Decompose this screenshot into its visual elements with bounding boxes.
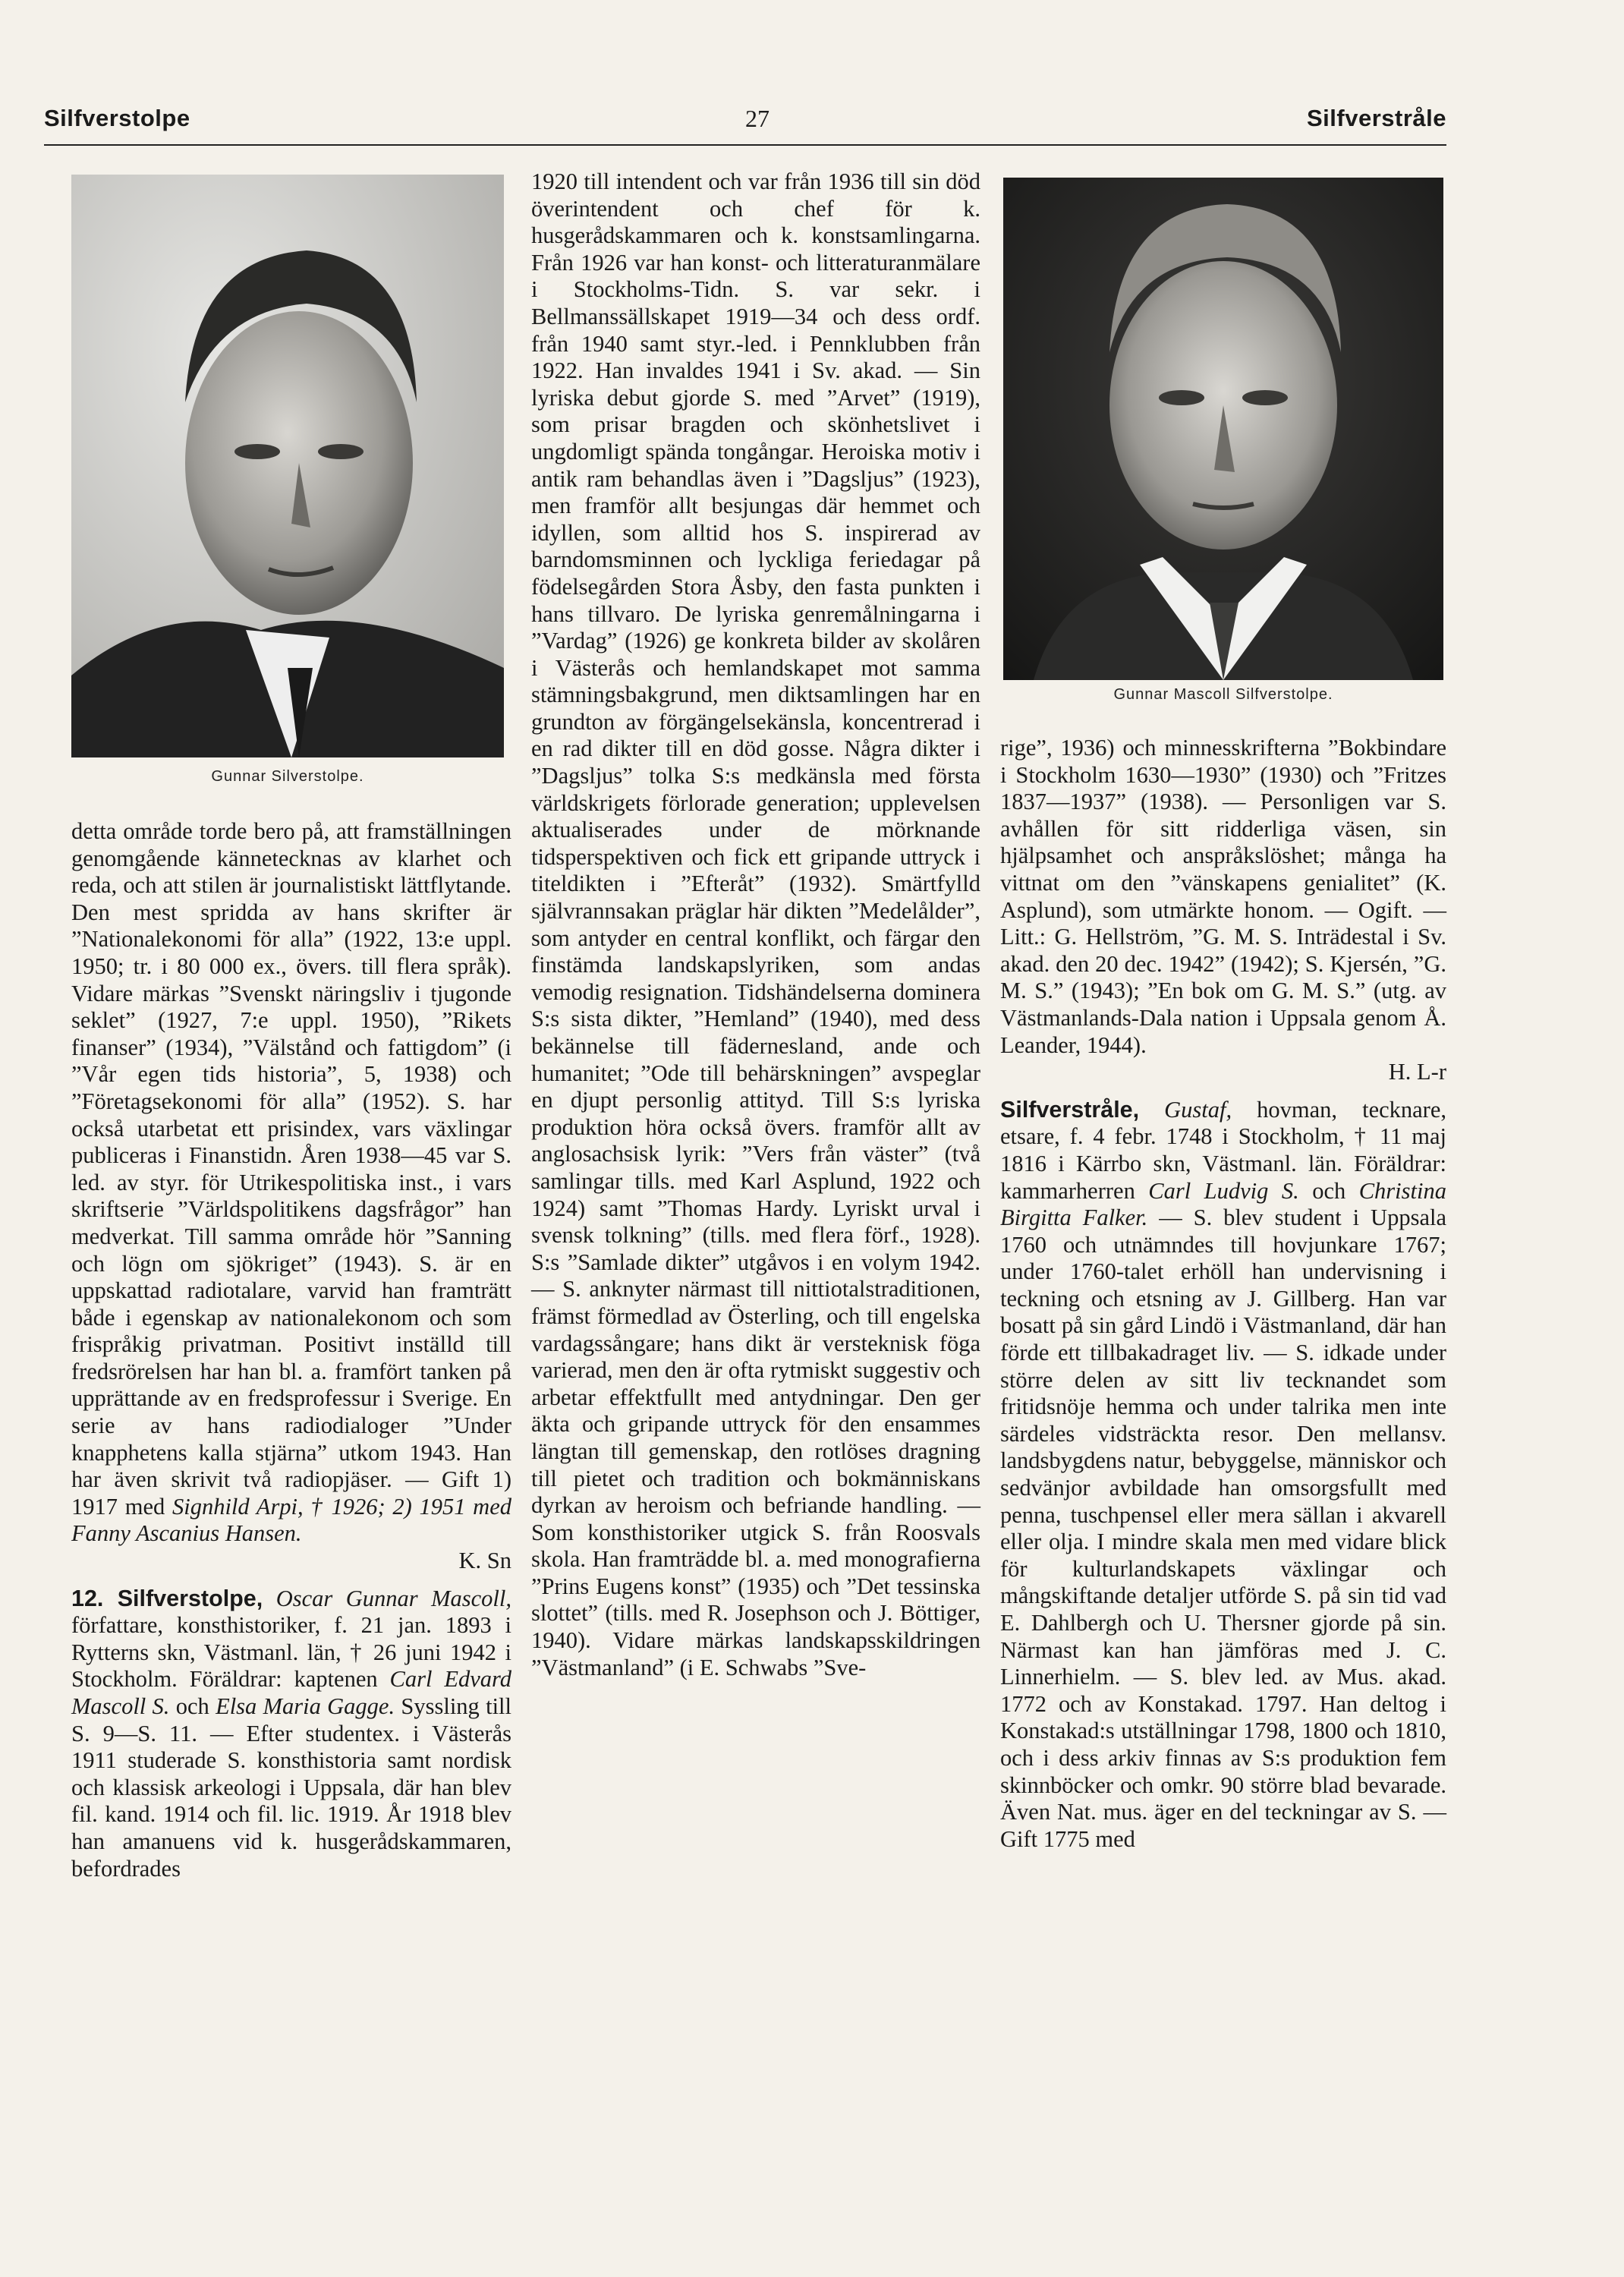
entry-given-names: Gustaf, <box>1164 1096 1232 1123</box>
entry-heading: Silfverstråle, <box>1000 1096 1140 1123</box>
author-signature: H. L-r <box>1388 1059 1446 1085</box>
paragraph <box>71 818 511 1548</box>
text-column-middle <box>531 168 980 1681</box>
text-run: och <box>1298 1177 1359 1204</box>
text-run: Syssling till S. 9—S. 11. — Efter studentex. i Västerås 1911 studerade S. konsthistoria samt nordisk och klassisk arkeologi i Uppsala, där han blev fil. kand. 1914 och fil. lic. 1919. År 1918 blev han amanuens vid k. husgerådskammaren, befordrades <box>71 1693 511 1882</box>
author-signature: K. Sn <box>458 1548 511 1574</box>
text-column-right <box>1000 735 1446 1853</box>
paragraph: rige”, 1936) och minnesskrifterna ”Bokbindare i Stockholm 1630—1930” (1930) och ”Fritzes 1837—1937” (1938). — Personligen var S. avhållen för sitt ridderliga väsen, sin hjälpsamhet och anspråkslöshet; många ha vittnat om den ”vänskapens genialitet” (K. Asplund), som utmärkte honom. — Ogift. — Litt.: G. Hellström, ”G. M. S. Inträdestal i Sv. akad. den 20 dec. 1942” (1942); S. Kjersén, ”G. M. S.” (1943); ”En bok om G. M. S.” (utg. av Västmanlands-Dala nation i Uppsala genom Å. Leander, 1944). <box>1000 735 1446 1058</box>
photo-caption-right: Gunnar Mascoll Silfverstolpe. <box>1113 686 1333 703</box>
entry-given-names: Oscar Gunnar Mascoll, <box>275 1585 511 1611</box>
italic-run: Elsa Maria Gagge. <box>216 1693 395 1719</box>
italic-run: Christina Birgitta Falker. <box>1000 1177 1446 1231</box>
text-run: detta område torde bero på, att framställningen genomgående kännetecknas av klarhet och reda, och att stilen är journalistiskt lättflytande. Den mest spridda av hans skrifter är ”Nationalekonomi för alla” (1922, 13:e uppl. 1950; tr. i 80 000 ex., övers. till flera språk). Vidare märkas ”Svenskt näringsliv i tjugonde seklet” (1927, 7:e uppl. 1950), ”Rikets finanser” (1934), ”Välstånd och fattigdom” (i ”Vår egen tids historia”, 5, 1938) och ”Företagsekonomi för alla” (1952). S. har också utarbetat ett prisindex, vars växlingar publiceras i Finanstidn. Åren 1938—45 var S. led. av styr. för Utrikespolitiska inst., i vars skriftserie ”Världspolitikens dagsfrågor” han medverkat. Till samma område hör ”Sanning och lögn om sjökriget” (1943). S. är en uppskattad radiotalare, varvid han framträtt både i egenskap av nationalekonom och som frispråkig privatman. Positivt inställd till fredsrörelsen har han bl. a. framfört tanken på upprättande av en fredsprofessur i Sverige. En serie av hans radiodialoger ”Under knapphetens kalla stjärna” utkom 1943. Han har även skrivit två radiopjäser. — Gift 1) 1917 med <box>71 818 511 1520</box>
header-rule <box>44 144 1446 146</box>
text-run: och <box>169 1693 216 1719</box>
text-column-left <box>71 818 511 1882</box>
italic-run: Signhild Arpi, † 1926; 2) 1951 med Fanny Ascanius Hansen. <box>71 1493 511 1547</box>
paragraph: 1920 till intendent och var från 1936 till sin död överintendent och chef för k. husgerådskammaren och k. konstsamlingarna. Från 1926 var han konst- och litteraturanmälare i Stockholms-Tidn. S. var sekr. i Bellmanssällskapet 1919—34 och dess ordf. från 1940 samt styr.-led. i Pennklubben från 1922. Han invaldes 1941 i Sv. akad. — Sin lyriska debut gjorde S. med ”Arvet” (1919), som prisar bragden och skönhetslivet i ungdomligt spända tongångar. Heroiska motiv i antik ram behandlas även i ”Dagsljus” (1923), men framför allt besjungas där hemmet och idyllen, som alltid hos S. inspirerad av barndomsminnen och lyckliga feriedagar på födelsegården Stora Åsby, den fasta punkten i hans tillvaro. De lyriska genremålningarna i ”Vardag” (1926) ge konkreta bilder av skolåren i Västerås och hemlandskapet mot samma stämningsbakgrund, men diktsamlingen har en grundton av förgängelsekänsla, koncentrerad i en rad dikter till en död gosse. Några dikter i ”Dagsljus” tolka S:s medkänsla med första världskrigets förlorade generation; upplevelsen aktualiserades under de mörknande tidsperspektiven och fick ett gripande uttryck i titeldikten i ”Efteråt” (1932). Smärtfylld självrannsakan präglar här dikten ”Medelålder”, som antyder en central konflikt, och färgar den finstämda landskapslyriken, som andas vemodig resignation. Tidshändelserna dominera S:s sista dikter, ”Hemland” (1940), med dess bekännelse till fädernesland, ande och humanitet; ”Ode till behärskningen” avspeglar en djupt personlig attityd. Till S:s lyriska produktion höra också övers. framför allt av anglosachsisk lyrik: ”Vers från väster” (två samlingar tills. med Karl Asplund, 1922 och 1924) samt ”Thomas Hardy. Lyriskt urval i svensk tolkning” (tills. med flera förf., 1928). S:s ”Samlade dikter” utgåvos i en volym 1942. — S. anknyter närmast till nittiotalstraditionen, främst förmedlad av Österling, och till engelska vardagssångare; hans dikt är versteknisk föga varierad, men den är ofta rytmiskt suggestiv och arbetar effektfullt med antydningar. Den ger äkta och gripande uttryck för den ensammes längtan till gemenskap, den rotlöses dragning till pietet och tradition och bokmänniskans dyrkan av heroism och befriande handling. — Som konsthistoriker utgick S. från Roosvals skola. Han framträdde bl. a. med monografierna ”Prins Eugens konst” (1935) och ”Det tessinska slottet” (tills. med R. Josephson och J. Böttiger, 1940). Vidare märkas landskapsskildringen ”Västmanland” (i E. Schwabs ”Sve- <box>531 168 980 1680</box>
portrait-photo-right <box>1003 178 1443 680</box>
italic-run: Carl Ludvig S. <box>1148 1177 1299 1204</box>
entry-heading: 12. Silfverstolpe, <box>71 1585 263 1611</box>
text-run: författare, konsthistoriker, f. 21 jan. 1893 i Rytterns skn, Västmanl. län, † 26 juni 1942 i Stockholm. Föräldrar: kaptenen <box>71 1612 511 1693</box>
text-run: — S. blev student i Uppsala 1760 och utnämndes till hovjunkare 1767; under 1760-talet erhöll han undervisning i teckning och etsning av J. Gillberg. Han var bosatt på sin gård Lindö i Västmanland, där han förde ett tillbakadraget liv. — S. idkade under större delen av sitt liv tecknandet som fritidsnöje hemma och under talrika men inte särdeles vidsträckta resor. Den mellansv. landsbygdens natur, bebyggelse, människor och sedvänjor avbildade han omsorgsfullt med penna, tuschpensel eller mera sällan i akvarell eller olja. I mindre skala men med vidare blick för kulturlandskapets växlingar och mångskiftande detaljer utförde S. på sin tid vad E. Dahlbergh och U. Thersner gjorde på sin. Närmast kan han jämföras med J. C. Linnerhielm. — S. blev led. av Mus. akad. 1772 och av Konstakad. 1797. Han deltog i Konstakad:s utställningar 1798, 1800 och 1810, och i dess arkiv finnas av S:s produktion fem skinnböcker och omkr. 90 större blad bevarade. Även Nat. mus. äger en del teckningar av S. — Gift 1775 med <box>1000 1205 1446 1852</box>
text-run: hovman, tecknare, etsare, f. 4 febr. 1748 i Stockholm, † 11 maj 1816 i Kärrbo skn, Västmanl. län. Föräldrar: kammarherren <box>1000 1096 1447 1204</box>
portrait-photo-left <box>71 175 504 757</box>
italic-run: Carl Edvard Mascoll S. <box>71 1666 511 1719</box>
photo-caption-left: Gunnar Silverstolpe. <box>211 768 364 785</box>
entry-paragraph <box>71 1586 511 1883</box>
running-header-right: Silfverstråle <box>1307 105 1446 131</box>
page-number: 27 <box>745 105 770 132</box>
entry-paragraph <box>1000 1097 1446 1853</box>
running-header-left: Silfverstolpe <box>44 105 190 131</box>
